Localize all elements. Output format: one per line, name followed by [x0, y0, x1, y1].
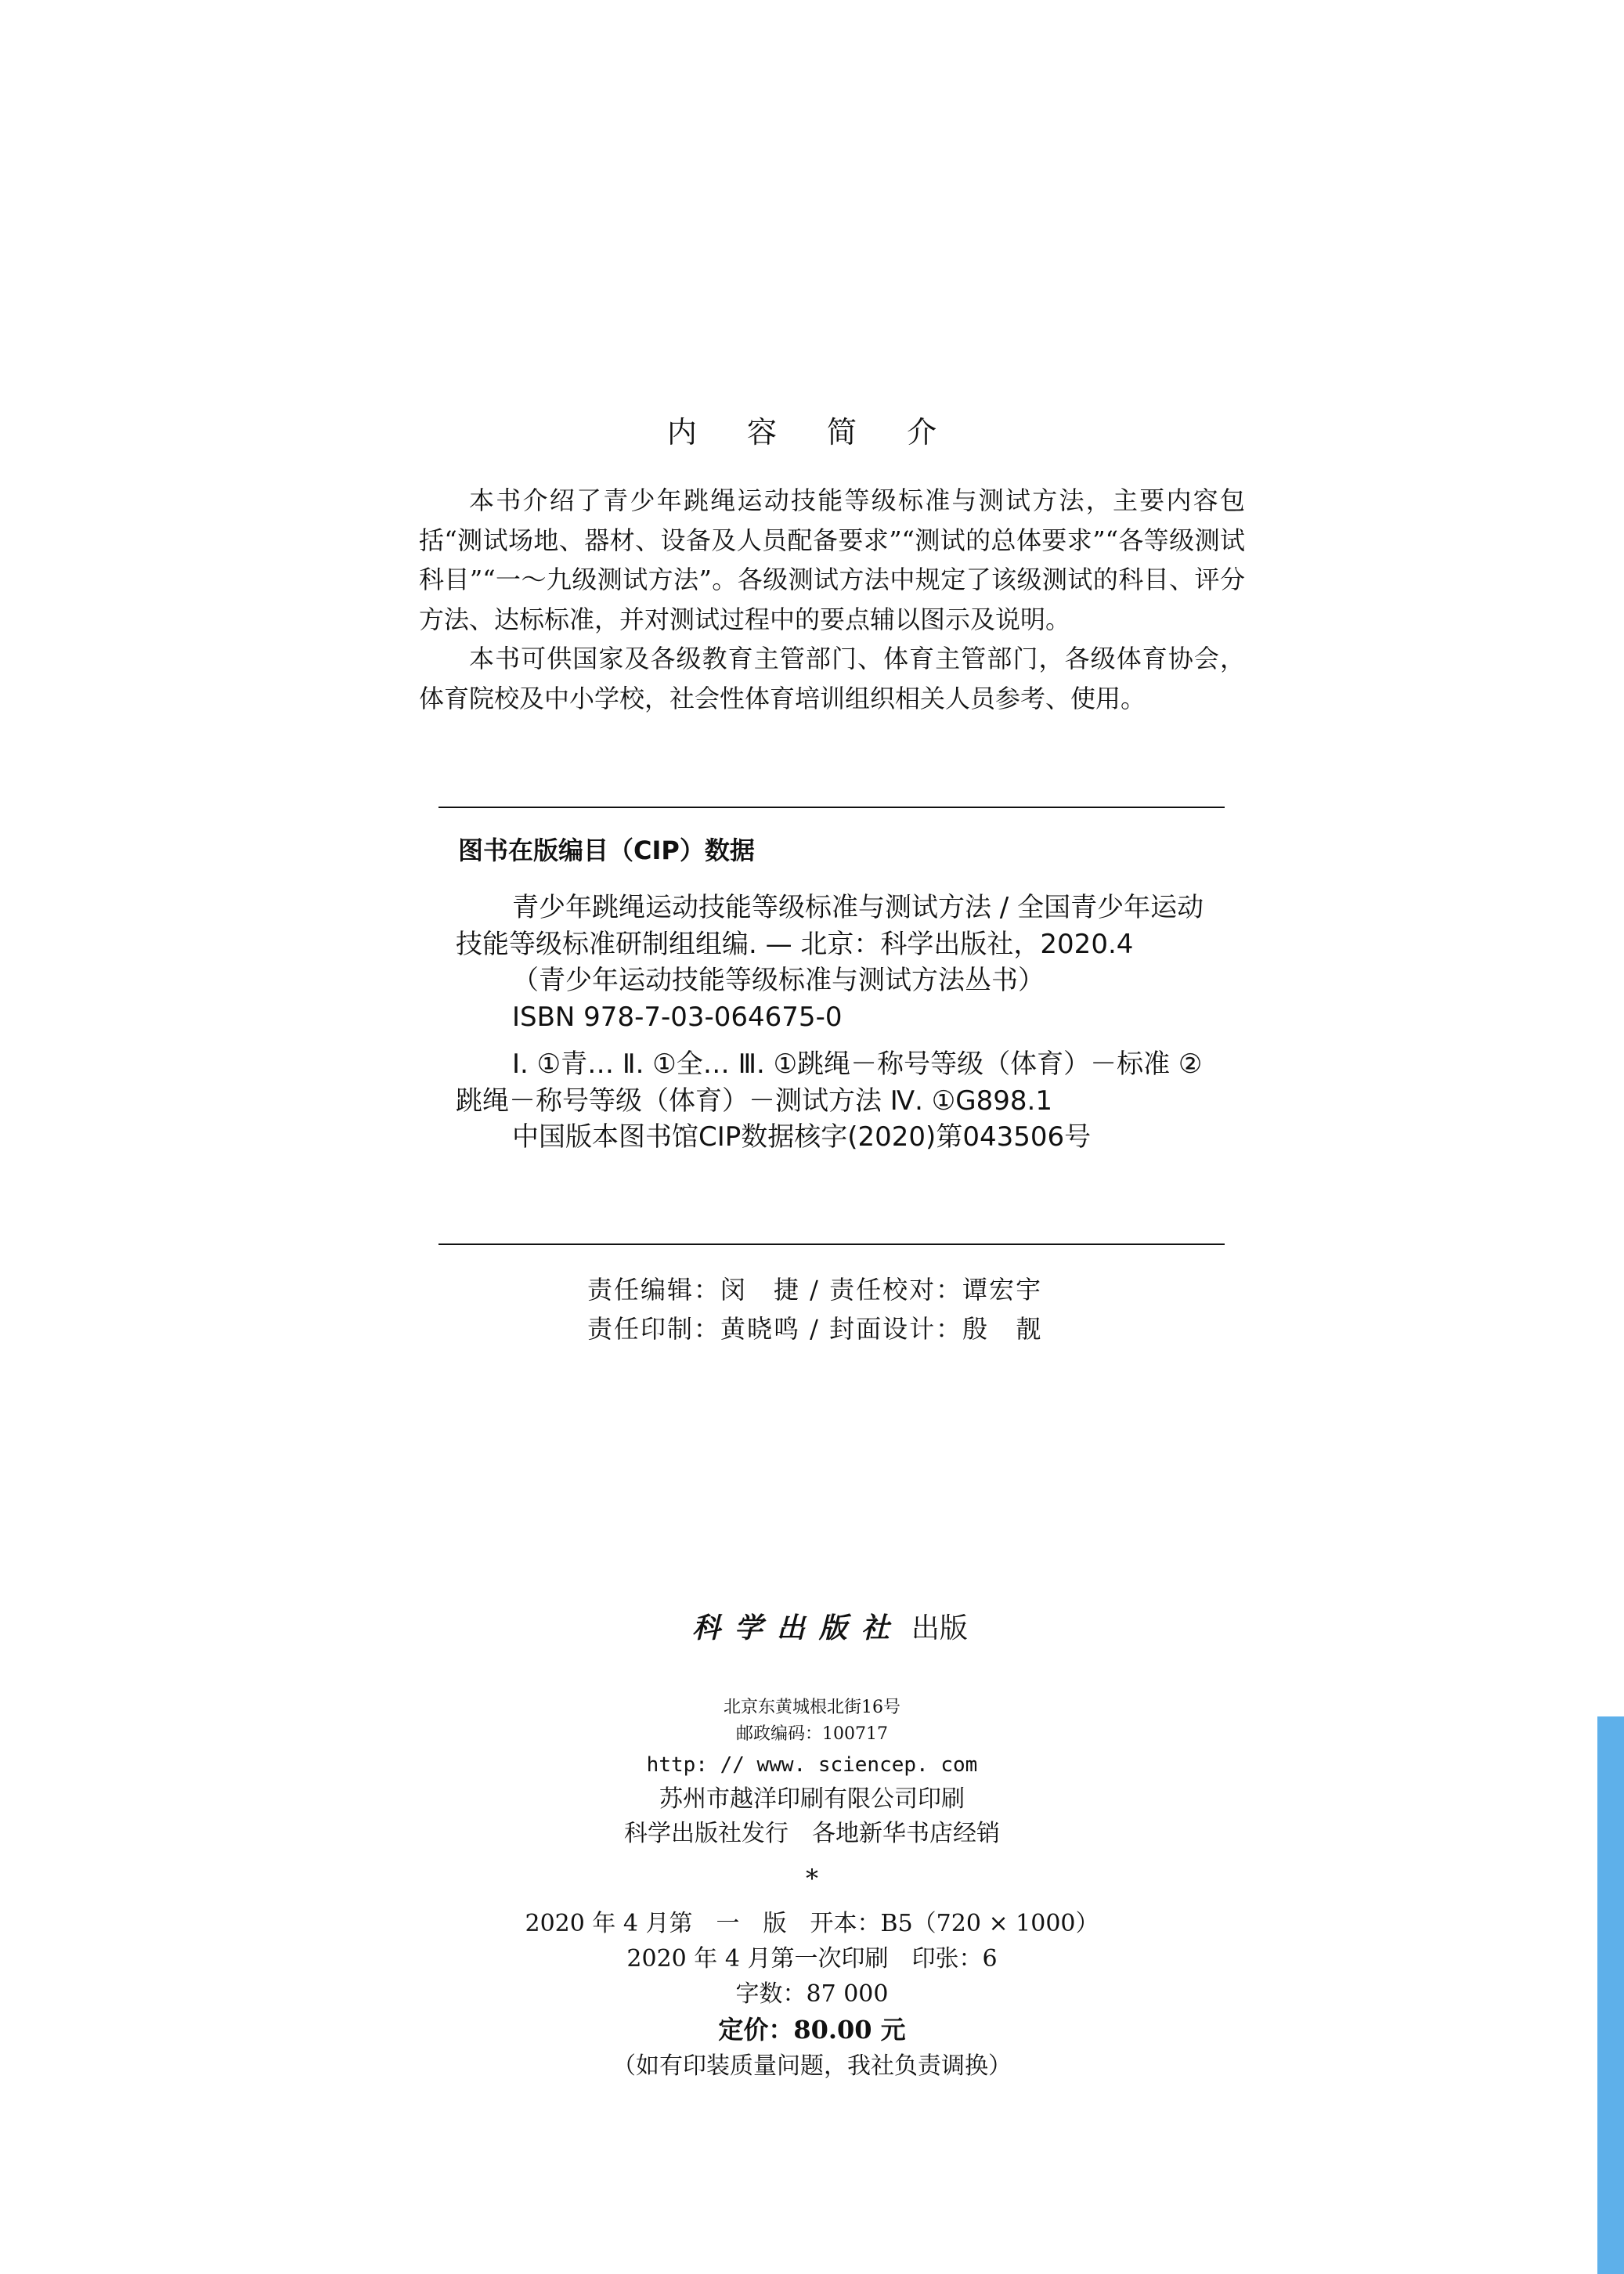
abstract-title: 内 容 简 介 — [666, 415, 958, 449]
publish-word: 出版 — [911, 1612, 968, 1644]
publisher-url: http: // www. sciencep. com — [646, 1753, 978, 1777]
abstract-body — [419, 481, 1245, 718]
cip-main-entry: 青少年跳绳运动技能等级标准与测试方法 / 全国青少年运动技能等级标准研制组组编. — 北京：科学出版社，2020.4 — [456, 892, 1204, 960]
distribution-line: 科学出版社发行 各地新华书店经销 — [624, 1820, 1000, 1847]
cip-number: 中国版本图书馆CIP数据核字(2020)第043506号 — [512, 1121, 1092, 1153]
cip-data-block — [456, 890, 1207, 1156]
staff-line-editor: 责任编辑：闵 捷 / 责任校对：谭宏宇 — [587, 1275, 1043, 1305]
publisher-address: 北京东黄城根北街16号 — [724, 1698, 900, 1717]
separator-star: * — [806, 1864, 818, 1893]
cip-top-rule — [438, 807, 1225, 808]
imprint-block — [0, 1562, 1624, 2085]
publisher-line — [0, 1562, 1624, 1695]
publisher-postcode: 邮政编码：100717 — [736, 1724, 888, 1744]
cip-heading: 图书在版编目（CIP）数据 — [458, 836, 755, 865]
cip-series: （青少年运动技能等级标准与测试方法丛书） — [512, 965, 1045, 996]
staff-line-printing: 责任印制：黄晓鸣 / 封面设计：殷 靓 — [587, 1314, 1043, 1344]
price: 定价：80.00 元 — [718, 2015, 906, 2045]
replacement-notice: （如有印装质量问题，我社负责调换） — [612, 2052, 1012, 2080]
edition-line-1: 2020 年 4 月第 一 版 开本：B5（720 × 1000） — [525, 1910, 1099, 1937]
printer-line: 苏州市越洋印刷有限公司印刷 — [659, 1785, 965, 1813]
cip-classification: Ⅰ. ①青… Ⅱ. ①全… Ⅲ. ①跳绳－称号等级（体育）－标准 ②跳绳－称号等级（体育）－测试方法 Ⅳ. ①G898.1 — [456, 1049, 1203, 1117]
staff-credits — [587, 1270, 1042, 1348]
abstract-paragraph-2: 本书可供国家及各级教育主管部门、体育主管部门，各级体育协会，体育院校及中小学校，社会性体育培训组织相关人员参考、使用。 — [419, 644, 1245, 713]
publisher-name: 科学出版社 — [691, 1612, 904, 1644]
edition-line-2: 2020 年 4 月第一次印刷 印张：6 — [626, 1945, 998, 1973]
cip-bottom-rule — [438, 1243, 1225, 1245]
word-count: 字数：87 000 — [735, 1980, 889, 2008]
cip-isbn: ISBN 978-7-03-064675-0 — [512, 1001, 843, 1033]
abstract-paragraph-1: 本书介绍了青少年跳绳运动技能等级标准与测试方法，主要内容包括“测试场地、器材、设备及人员配备要求”“测试的总体要求”“各等级测试科目”“一～九级测试方法”。各级测试方法中规定了该级测试的科目、评分方法、达标标准，并对测试过程中的要点辅以图示及说明。 — [419, 485, 1245, 634]
